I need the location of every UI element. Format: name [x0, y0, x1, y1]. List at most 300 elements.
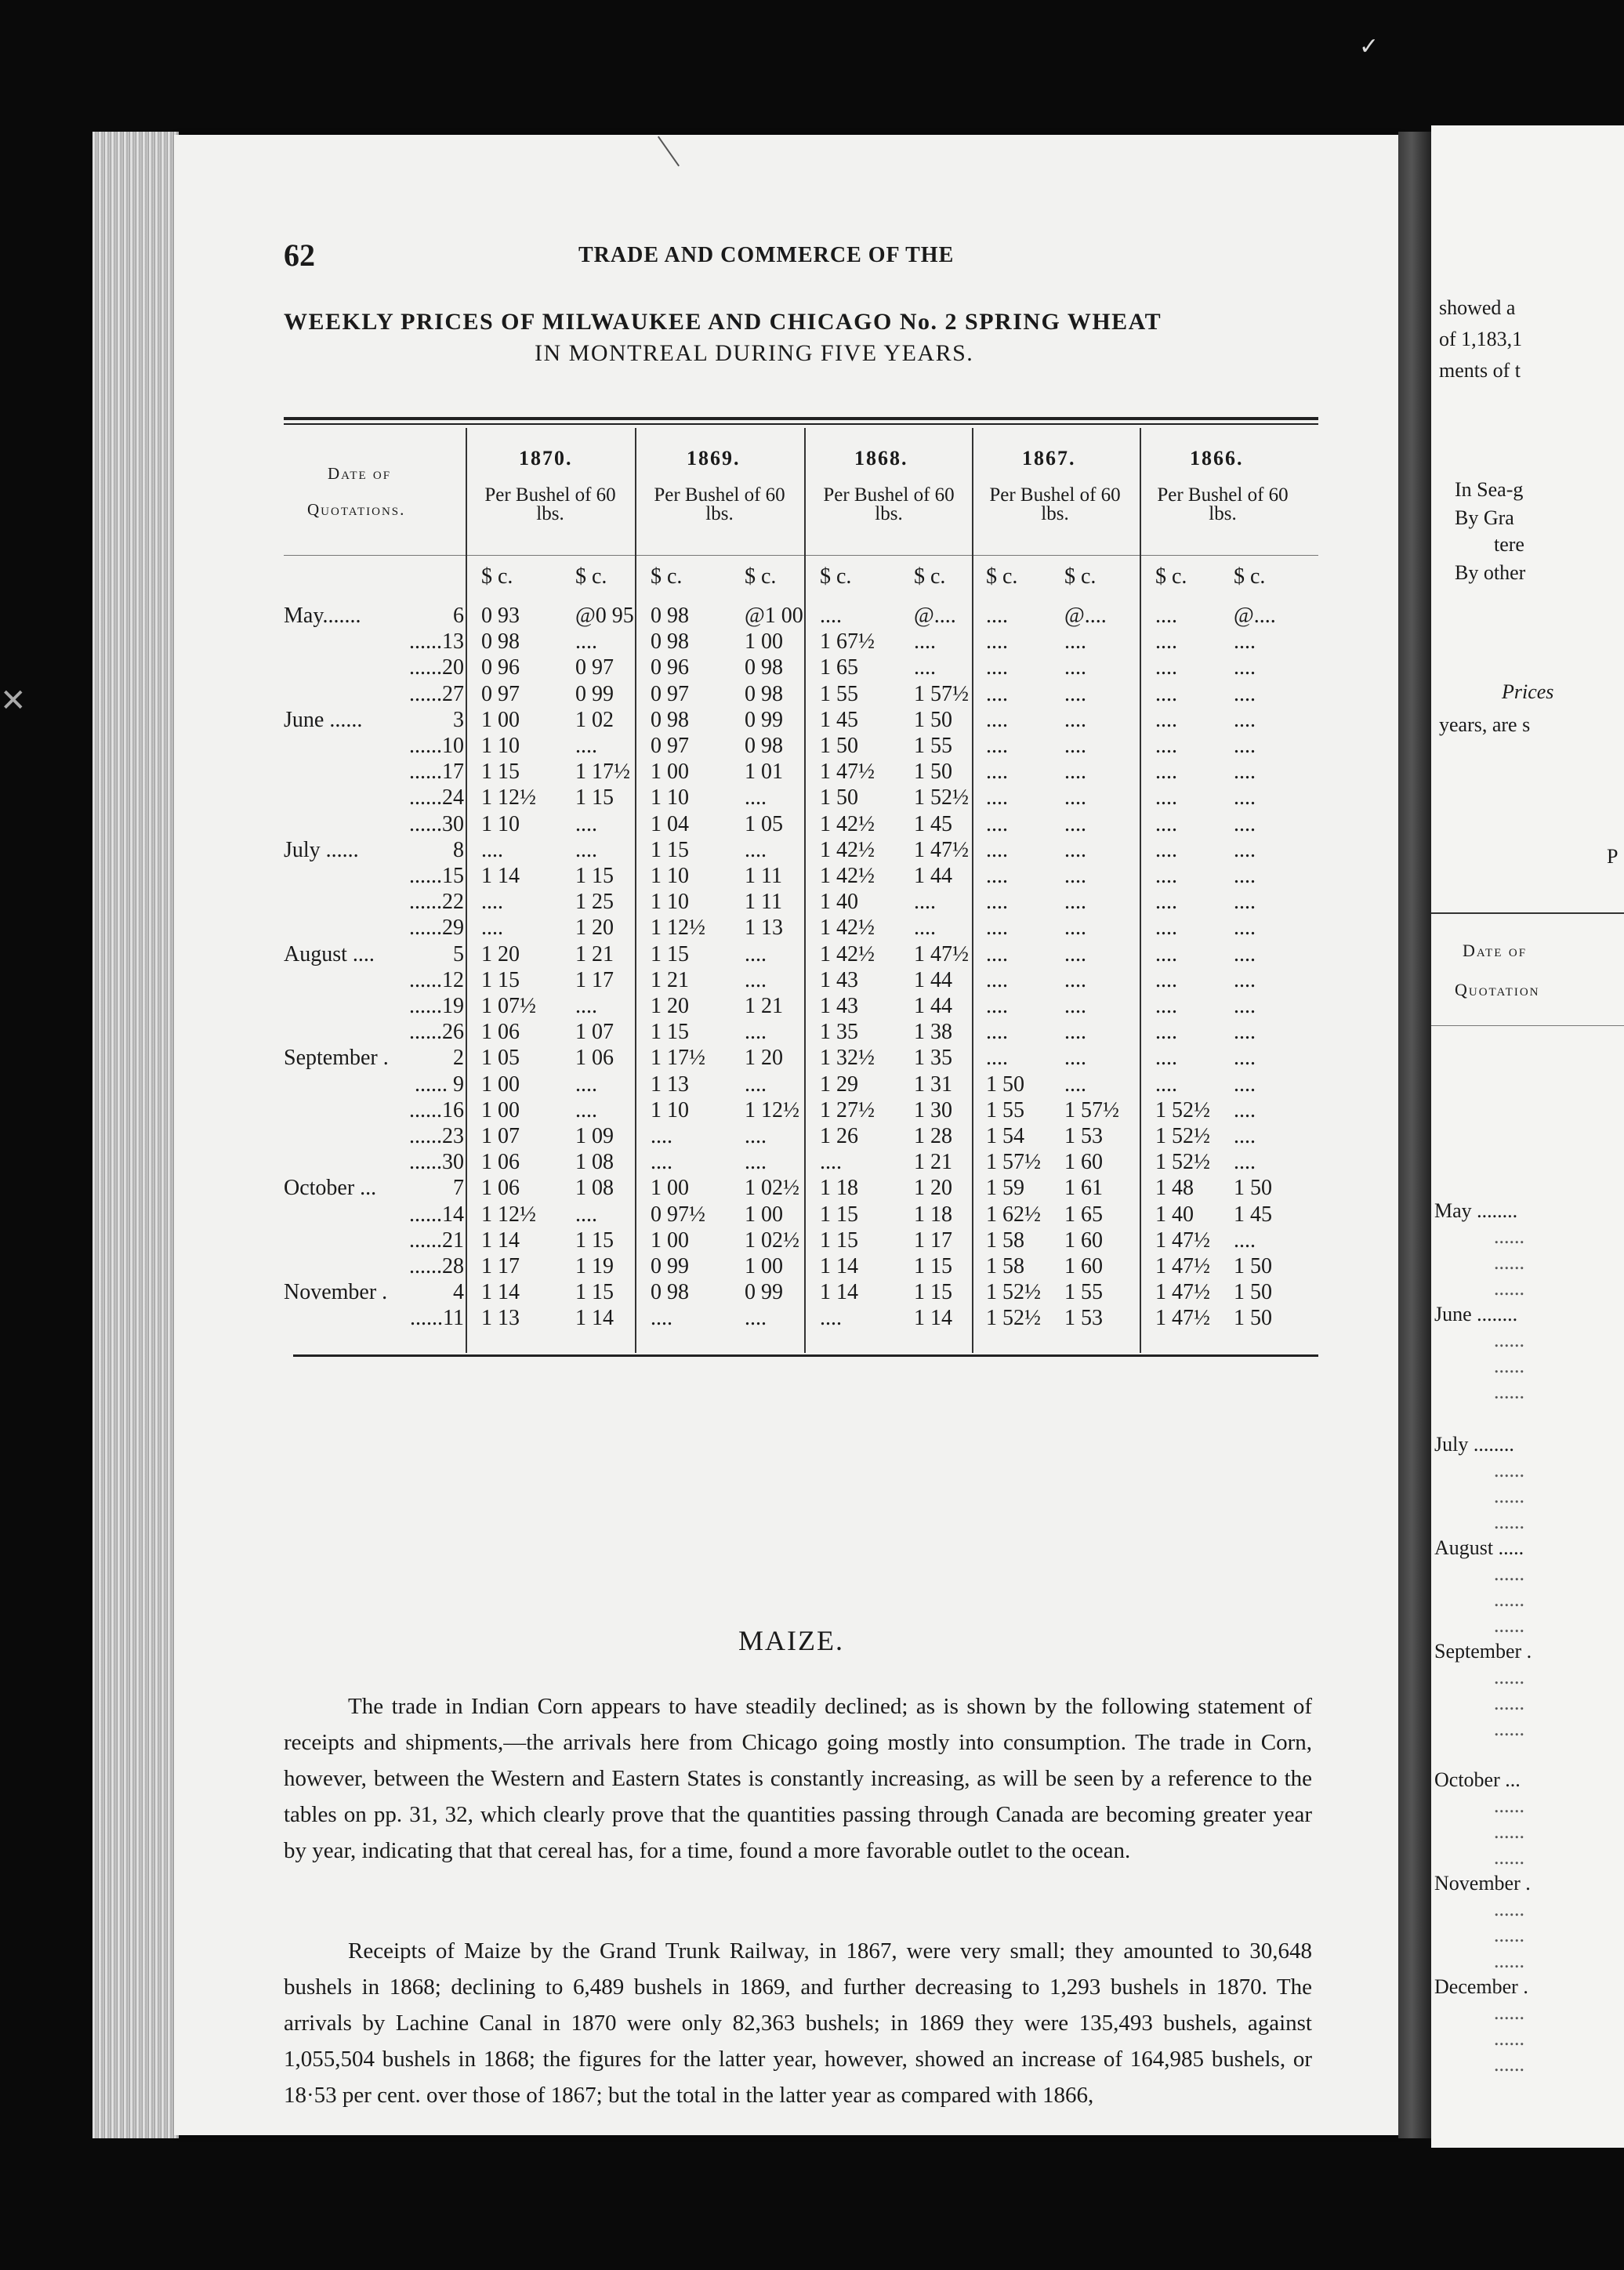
price-cell: 1 47½ [1155, 1227, 1210, 1253]
facing-month-label: November . [1434, 1872, 1531, 1895]
price-cell: 1 45 [820, 707, 858, 732]
price-cell: 1 13 [481, 1306, 520, 1331]
row-day: ......17 [409, 760, 464, 785]
price-cell: 1 02½ [745, 1227, 799, 1253]
price-cell: 1 15 [914, 1254, 952, 1278]
price-cell: 1 60 [1064, 1227, 1103, 1253]
price-cell: 1 50 [1234, 1280, 1272, 1305]
price-cell: .... [1155, 707, 1177, 732]
price-cell: 1 40 [820, 890, 858, 915]
year-header-1867: 1867. [1022, 447, 1076, 470]
price-cell: .... [1064, 707, 1086, 732]
price-cell: 1 17 [914, 1227, 952, 1253]
price-cell: 1 17½ [651, 1046, 705, 1071]
price-cell: .... [986, 916, 1008, 941]
price-cell: 1 65 [820, 655, 858, 680]
price-cell: 1 44 [914, 967, 952, 992]
price-cell: 1 15 [651, 941, 689, 966]
price-cell: .... [986, 629, 1008, 655]
price-cell: 1 50 [1234, 1306, 1272, 1331]
facing-text-line: tere [1494, 533, 1524, 556]
price-cell: 0 97 [651, 734, 689, 758]
price-cell: 1 14 [820, 1254, 858, 1278]
row-day: 2 [453, 1046, 464, 1071]
price-cell: .... [1234, 1227, 1256, 1253]
price-cell: .... [1234, 1124, 1256, 1148]
unit-label: $ c. [651, 564, 683, 589]
price-cell: .... [1155, 1046, 1177, 1071]
price-cell: 0 99 [575, 681, 614, 706]
price-cell: 1 00 [481, 707, 520, 732]
facing-leader-dots: ...... [1494, 2053, 1524, 2076]
price-cell: 1 12½ [651, 916, 705, 941]
table-title-line-2: IN MONTREAL DURING FIVE YEARS. [535, 340, 974, 366]
price-cell: 1 06 [481, 1176, 520, 1201]
price-cell: .... [1155, 837, 1177, 862]
price-cell: .... [575, 1072, 597, 1097]
price-cell: 1 59 [986, 1176, 1024, 1201]
price-cell: 1 11 [745, 864, 782, 888]
row-day: ...... 9 [415, 1072, 464, 1097]
price-cell: 1 55 [914, 734, 952, 758]
facing-text-line: By other [1455, 561, 1526, 584]
price-cell: 1 04 [651, 811, 689, 836]
price-cell: 1 20 [914, 1176, 952, 1201]
row-day: ......12 [409, 967, 464, 992]
per-bushel-1867: Per Bushel of 60 lbs. [989, 484, 1121, 524]
price-cell: 0 96 [481, 655, 520, 680]
row-day: ......30 [409, 811, 464, 836]
facing-leader-dots: ...... [1494, 1588, 1524, 1611]
price-cell: 1 62½ [986, 1202, 1041, 1227]
price-cell: .... [986, 890, 1008, 915]
price-cell: 1 47½ [1155, 1280, 1210, 1305]
price-cell: 1 12½ [481, 785, 536, 810]
price-cell: .... [745, 1124, 767, 1148]
unit-label: $ c. [1064, 564, 1097, 589]
facing-leader-dots: ...... [1494, 2027, 1524, 2050]
price-cell: 1 47½ [914, 837, 969, 862]
price-cell: .... [986, 837, 1008, 862]
price-cell: .... [1064, 837, 1086, 862]
price-cell: 1 44 [914, 864, 952, 888]
price-cell: .... [1234, 681, 1256, 706]
price-cell: 1 45 [1234, 1202, 1272, 1227]
facing-page [1431, 125, 1624, 2148]
row-day: ......30 [409, 1150, 464, 1175]
unit-label: $ c. [575, 564, 607, 589]
price-cell: 1 50 [820, 785, 858, 810]
price-cell: .... [575, 837, 597, 862]
price-cell: .... [745, 1020, 767, 1045]
maize-paragraph-1: The trade in Indian Corn appears to have steadily declined; as is shown by the following statement of receipts and shipments,—the arrivals here from Chicago going mostly into consumption. The trade in Corn, however, between the Western and Eastern States is constantly increasing, as will be seen by a reference to the tables on pp. 31, 32, which clearly prove that the quantities passing through Canada are becoming greater year by year, indicating that that cereal has, for a time, found a more favorable outlet to the ocean. [284, 1694, 1312, 1863]
price-cell: 1 14 [481, 1227, 520, 1253]
facing-date-header-1: Date of [1463, 941, 1528, 960]
price-cell: 1 15 [914, 1280, 952, 1305]
price-cell: 1 15 [481, 760, 520, 785]
price-cell: 1 20 [745, 1046, 783, 1071]
facing-leader-dots: ...... [1494, 1510, 1524, 1533]
facing-table-rule [1431, 912, 1624, 914]
price-cell: 1 00 [651, 760, 689, 785]
facing-leader-dots: ...... [1494, 1562, 1524, 1585]
price-cell: .... [1234, 967, 1256, 992]
price-cell: 1 52½ [1155, 1124, 1210, 1148]
facing-text-line: Prices [1502, 680, 1554, 703]
price-cell: 0 98 [651, 707, 689, 732]
price-cell: .... [1234, 864, 1256, 888]
price-cell: 1 21 [575, 941, 614, 966]
facing-date-header-2: Quotation [1455, 980, 1540, 999]
price-cell: .... [745, 1306, 767, 1331]
price-cell: 1 25 [575, 890, 614, 915]
row-day: ......14 [409, 1202, 464, 1227]
book-page [174, 135, 1398, 2135]
price-cell: 1 15 [575, 1280, 614, 1305]
price-cell: 1 00 [481, 1072, 520, 1097]
price-cell: .... [1064, 967, 1086, 992]
date-header-line-1: Date of [328, 464, 392, 483]
price-cell: .... [1155, 994, 1177, 1018]
book-spine-shadow [1398, 132, 1431, 2138]
price-cell: .... [820, 604, 842, 628]
unit-label: $ c. [745, 564, 777, 589]
price-cell: 1 67½ [820, 629, 875, 655]
price-cell: 1 14 [481, 1280, 520, 1305]
price-cell: 1 50 [914, 707, 952, 732]
price-cell: .... [914, 890, 936, 915]
price-cell: .... [1064, 629, 1086, 655]
year-header-1866: 1866. [1190, 447, 1244, 470]
row-day: ......10 [409, 734, 464, 758]
price-cell: 1 30 [914, 1097, 952, 1122]
price-cell: 1 47½ [820, 760, 875, 785]
price-cell: 1 00 [651, 1176, 689, 1201]
row-day: ......11 [410, 1306, 464, 1331]
price-cell: 1 00 [745, 1254, 783, 1278]
facing-leader-dots: ...... [1494, 1485, 1524, 1507]
price-cell: .... [1155, 916, 1177, 941]
price-cell: .... [651, 1124, 672, 1148]
price-cell: .... [1155, 734, 1177, 758]
price-cell: .... [481, 837, 503, 862]
price-cell: .... [575, 629, 597, 655]
unit-label: $ c. [986, 564, 1018, 589]
price-cell: .... [1064, 734, 1086, 758]
price-cell: 1 02½ [745, 1176, 799, 1201]
price-cell: .... [1234, 1097, 1256, 1122]
price-cell: 0 97 [481, 681, 520, 706]
price-cell: .... [575, 734, 597, 758]
facing-month-label: July ........ [1434, 1433, 1514, 1456]
price-cell: .... [1234, 629, 1256, 655]
price-cell: .... [1155, 811, 1177, 836]
price-cell: 1 57½ [986, 1150, 1041, 1175]
price-cell: 1 47½ [914, 941, 969, 966]
price-cell: .... [914, 916, 936, 941]
price-cell: 1 10 [481, 734, 520, 758]
price-cell: 1 14 [914, 1306, 952, 1331]
price-cell: 1 38 [914, 1020, 952, 1045]
price-cell: 1 15 [575, 785, 614, 810]
price-cell: 1 52½ [914, 785, 969, 810]
row-day: ......21 [409, 1227, 464, 1253]
price-cell: .... [820, 1306, 842, 1331]
row-day: ......13 [409, 629, 464, 655]
price-cell: .... [914, 655, 936, 680]
price-cell: .... [1234, 890, 1256, 915]
price-cell: .... [575, 811, 597, 836]
facing-header-rule [1431, 1025, 1624, 1026]
price-cell: 1 05 [481, 1046, 520, 1071]
price-cell: .... [1155, 1072, 1177, 1097]
row-day: 3 [453, 707, 464, 732]
unit-label: $ c. [1234, 564, 1266, 589]
unit-label: $ c. [1155, 564, 1187, 589]
column-divider [804, 428, 806, 1353]
price-cell: .... [986, 1020, 1008, 1045]
book-page-edges [92, 132, 179, 2138]
price-cell: .... [1155, 967, 1177, 992]
price-cell: 1 61 [1064, 1176, 1103, 1201]
price-cell: 1 47½ [1155, 1306, 1210, 1331]
unit-label: $ c. [820, 564, 852, 589]
price-cell: 1 50 [986, 1072, 1024, 1097]
price-cell: 1 15 [481, 967, 520, 992]
table-top-rule-thin [284, 423, 1318, 425]
price-cell: .... [745, 1150, 767, 1175]
price-cell: .... [986, 1046, 1008, 1071]
price-cell: 1 17 [481, 1254, 520, 1278]
price-cell: 1 52½ [1155, 1150, 1210, 1175]
price-cell: .... [1234, 1150, 1256, 1175]
price-cell: 0 93 [481, 604, 520, 628]
row-month: October ... [284, 1176, 377, 1201]
price-cell: 1 35 [820, 1020, 858, 1045]
header-bottom-rule [284, 555, 1318, 556]
price-cell: .... [1064, 941, 1086, 966]
price-cell: @0 95 [575, 604, 634, 628]
price-cell: 1 54 [986, 1124, 1024, 1148]
row-month: August .... [284, 941, 375, 966]
price-cell: 0 99 [745, 1280, 783, 1305]
price-cell: .... [1064, 994, 1086, 1018]
price-cell: 1 00 [745, 629, 783, 655]
per-bushel-1870: Per Bushel of 60 lbs. [484, 484, 616, 524]
price-cell: 1 08 [575, 1176, 614, 1201]
price-cell: .... [1234, 916, 1256, 941]
price-cell: 0 97 [575, 655, 614, 680]
price-cell: 1 43 [820, 967, 858, 992]
row-day: 5 [453, 941, 464, 966]
price-cell: 1 00 [651, 1227, 689, 1253]
price-cell: @.... [1234, 604, 1276, 628]
facing-text-line: P [1607, 845, 1619, 868]
facing-leader-dots: ...... [1494, 1820, 1524, 1843]
price-cell: 1 07 [481, 1124, 520, 1148]
price-cell: 1 07½ [481, 994, 536, 1018]
price-cell: 1 17 [575, 967, 614, 992]
price-cell: 1 15 [651, 1020, 689, 1045]
row-day: ......28 [409, 1254, 464, 1278]
price-cell: .... [1064, 655, 1086, 680]
price-cell: 1 13 [745, 916, 783, 941]
facing-text-line: showed a [1439, 296, 1516, 319]
facing-text-line: ments of t [1439, 359, 1521, 382]
price-cell: .... [986, 655, 1008, 680]
price-cell: 0 96 [651, 655, 689, 680]
price-cell: .... [1234, 941, 1256, 966]
price-cell: 1 42½ [820, 916, 875, 941]
price-cell: .... [745, 967, 767, 992]
facing-leader-dots: ...... [1494, 1666, 1524, 1688]
price-cell: .... [745, 785, 767, 810]
price-cell: .... [1064, 760, 1086, 785]
facing-leader-dots: ...... [1494, 2001, 1524, 2024]
price-cell: .... [1234, 1072, 1256, 1097]
price-cell: .... [1064, 785, 1086, 810]
price-cell: .... [1064, 1020, 1086, 1045]
price-cell: @1 00 [745, 604, 803, 628]
price-cell: 1 10 [651, 890, 689, 915]
price-cell: 1 55 [820, 681, 858, 706]
price-cell: 1 06 [481, 1020, 520, 1045]
price-cell: 1 09 [575, 1124, 614, 1148]
price-cell: 1 31 [914, 1072, 952, 1097]
price-cell: .... [1155, 890, 1177, 915]
price-cell: 0 98 [745, 734, 783, 758]
price-cell: .... [1155, 681, 1177, 706]
price-cell: 1 15 [575, 1227, 614, 1253]
running-head: TRADE AND COMMERCE OF THE [578, 243, 955, 267]
unit-label: $ c. [914, 564, 946, 589]
row-day: ......23 [409, 1124, 464, 1148]
price-cell: 1 06 [481, 1150, 520, 1175]
price-cell: 1 01 [745, 760, 783, 785]
price-cell: .... [986, 967, 1008, 992]
facing-leader-dots: ...... [1494, 1459, 1524, 1481]
price-cell: 1 55 [1064, 1280, 1103, 1305]
price-cell: .... [986, 734, 1008, 758]
price-cell: .... [1155, 760, 1177, 785]
price-cell: 1 06 [575, 1046, 614, 1071]
facing-leader-dots: ...... [1494, 1949, 1524, 1972]
price-cell: .... [1234, 785, 1256, 810]
page-number: 62 [284, 238, 315, 273]
column-divider [1140, 428, 1141, 1353]
price-cell: .... [1234, 760, 1256, 785]
row-day: 7 [453, 1176, 464, 1201]
price-cell: .... [1064, 1046, 1086, 1071]
price-cell: 1 65 [1064, 1202, 1103, 1227]
facing-leader-dots: ...... [1494, 1354, 1524, 1377]
scan-artifact: ✓ [1359, 34, 1379, 60]
facing-leader-dots: ...... [1494, 1329, 1524, 1351]
price-cell: 1 15 [651, 837, 689, 862]
facing-leader-dots: ...... [1494, 1251, 1524, 1274]
price-cell: 1 28 [914, 1124, 952, 1148]
row-day: ......22 [409, 890, 464, 915]
price-cell: 1 60 [1064, 1150, 1103, 1175]
price-cell: 1 14 [820, 1280, 858, 1305]
price-cell: 1 45 [914, 811, 952, 836]
price-cell: .... [481, 916, 503, 941]
price-cell: 1 52½ [986, 1306, 1041, 1331]
row-day: ......27 [409, 681, 464, 706]
price-cell: 0 98 [745, 655, 783, 680]
row-day: ......19 [409, 994, 464, 1018]
price-cell: .... [986, 707, 1008, 732]
facing-text-line: In Sea-g [1455, 478, 1524, 501]
unit-label: $ c. [481, 564, 513, 589]
price-cell: .... [1234, 811, 1256, 836]
price-cell: 1 14 [481, 864, 520, 888]
price-cell: 0 99 [745, 707, 783, 732]
facing-leader-dots: ...... [1494, 1380, 1524, 1403]
row-day: ......16 [409, 1097, 464, 1122]
price-cell: 1 11 [745, 890, 782, 915]
facing-leader-dots: ...... [1494, 1692, 1524, 1714]
price-cell: 1 29 [820, 1072, 858, 1097]
maize-heading: MAIZE. [738, 1625, 844, 1656]
row-month: September . [284, 1046, 389, 1071]
facing-leader-dots: ...... [1494, 1277, 1524, 1300]
price-cell: .... [986, 864, 1008, 888]
column-divider [972, 428, 973, 1353]
price-cell: 1 17½ [575, 760, 630, 785]
facing-month-label: October ... [1434, 1768, 1521, 1791]
price-cell: .... [1234, 1020, 1256, 1045]
price-cell: 1 07 [575, 1020, 614, 1045]
price-cell: 1 42½ [820, 811, 875, 836]
price-cell: .... [986, 941, 1008, 966]
table-title-line-1: WEEKLY PRICES OF MILWAUKEE AND CHICAGO No. 2 SPRING WHEAT [284, 309, 1162, 335]
price-cell: 0 98 [651, 604, 689, 628]
price-cell: .... [1064, 811, 1086, 836]
price-cell: .... [1155, 1020, 1177, 1045]
price-cell: .... [1234, 1046, 1256, 1071]
price-cell: 1 21 [914, 1150, 952, 1175]
facing-month-label: June ........ [1434, 1303, 1518, 1325]
facing-leader-dots: ...... [1494, 1614, 1524, 1637]
price-cell: 0 98 [745, 681, 783, 706]
price-cell: 0 98 [651, 629, 689, 655]
price-cell: .... [986, 785, 1008, 810]
per-bushel-1869: Per Bushel of 60 lbs. [654, 484, 785, 524]
per-bushel-1868: Per Bushel of 60 lbs. [823, 484, 955, 524]
per-bushel-1866: Per Bushel of 60 lbs. [1157, 484, 1289, 524]
price-cell: .... [986, 811, 1008, 836]
price-cell: .... [986, 604, 1008, 628]
price-cell: .... [575, 994, 597, 1018]
price-cell: 1 05 [745, 811, 783, 836]
date-header-line-2: Quotations. [307, 500, 406, 519]
price-cell: 1 50 [820, 734, 858, 758]
price-cell: 1 10 [651, 785, 689, 810]
price-cell: .... [745, 837, 767, 862]
facing-leader-dots: ...... [1494, 1846, 1524, 1869]
price-cell: 0 98 [481, 629, 520, 655]
price-cell: 1 57½ [914, 681, 969, 706]
price-cell: 1 42½ [820, 864, 875, 888]
price-cell: 1 20 [575, 916, 614, 941]
row-day: ......24 [409, 785, 464, 810]
price-cell: 1 53 [1064, 1124, 1103, 1148]
price-cell: .... [1155, 941, 1177, 966]
facing-text-line: years, are s [1439, 713, 1531, 736]
price-cell: 1 15 [820, 1202, 858, 1227]
price-cell: 1 02 [575, 707, 614, 732]
